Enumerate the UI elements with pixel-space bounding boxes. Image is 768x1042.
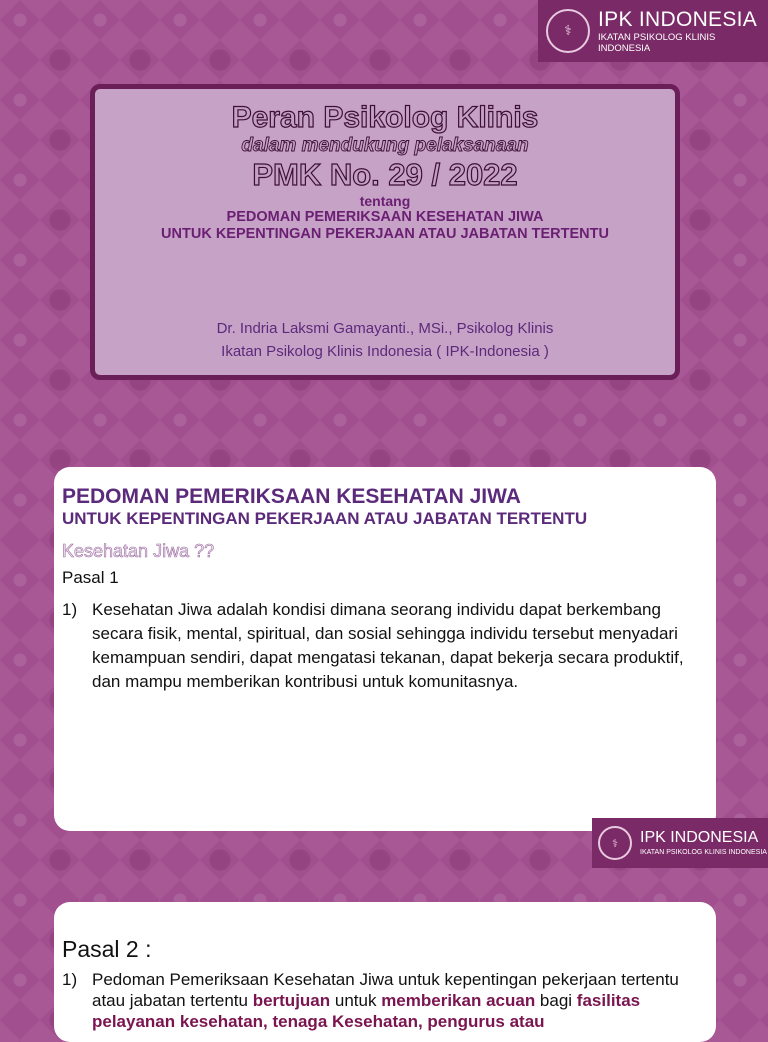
slide-title: Peran Psikolog Klinis bbox=[231, 101, 539, 134]
text-segment: Pedoman Pemeriksaan Kesehatan Jiwa untuk kepentingan pekerjaan tertentu atau jabatan tertentu bbox=[92, 970, 679, 1010]
text-segment: bagi bbox=[535, 991, 577, 1010]
slide-subtitle: dalam mendukung pelaksanaan bbox=[241, 135, 529, 156]
slide2-question: Kesehatan Jiwa ?? bbox=[62, 541, 215, 561]
logo-brand: IPK INDONESIA bbox=[640, 829, 759, 847]
ipk-logo-header bbox=[538, 0, 768, 62]
topic-line-2: UNTUK KEPENTINGAN PEKERJAAN ATAU JABATAN TERTENTU bbox=[161, 226, 609, 242]
text-segment: untuk bbox=[330, 991, 382, 1010]
logo-subtitle: IKATAN PSIKOLOG KLINIS INDONESIA bbox=[598, 32, 716, 54]
list-item-number: 1) bbox=[62, 970, 78, 989]
logo-subtitle: IKATAN PSIKOLOG KLINIS INDONESIA bbox=[640, 848, 767, 856]
highlight-text: fasilitas pelayanan kesehatan, tenaga Kesehatan, pengurus atau bbox=[92, 991, 641, 1031]
author-name: Dr. Indria Laksmi Gamayanti., MSi., Psikolog Klinis bbox=[216, 320, 554, 337]
ipk-seal-icon: ⚕ bbox=[546, 9, 590, 53]
pasal-1-label: Pasal 1 bbox=[62, 568, 119, 587]
slide2-heading-2: UNTUK KEPENTINGAN PEKERJAAN ATAU JABATAN TERTENTU bbox=[62, 509, 588, 528]
about-label: tentang bbox=[359, 193, 411, 209]
pasal-2-label: Pasal 2 : bbox=[62, 936, 152, 962]
title-slide-box bbox=[90, 84, 680, 380]
list-item-number: 1) bbox=[62, 600, 78, 619]
list-item bbox=[62, 969, 708, 1032]
slide2-heading-1: PEDOMAN PEMERIKSAAN KESEHATAN JIWA bbox=[62, 485, 521, 508]
slide-pasal-2 bbox=[54, 902, 716, 1042]
ipk-seal-icon: ⚕ bbox=[598, 826, 632, 860]
slide-kesehatan-jiwa bbox=[54, 467, 716, 831]
topic-line-1: PEDOMAN PEMERIKSAAN KESEHATAN JIWA bbox=[226, 209, 544, 225]
highlight-text: memberikan acuan bbox=[381, 991, 536, 1010]
regulation-title: PMK No. 29 / 2022 bbox=[252, 157, 518, 192]
list-item-text: Kesehatan Jiwa adalah kondisi dimana seorang individu dapat berkembang secara fisik, mental, spiritual, dan sosial sehingga individu tersebut menyadari kemampuan sendiri, dapat mengatasi tekanan, dapat bekerja secara produktif, dan mampu memberikan kontribusi untuk komunitasnya. bbox=[92, 600, 684, 691]
list-item bbox=[62, 598, 708, 694]
author-organization: Ikatan Psikolog Klinis Indonesia ( IPK-Indonesia ) bbox=[221, 343, 549, 360]
highlight-text: bertujuan bbox=[252, 991, 331, 1010]
logo-brand: IPK INDONESIA bbox=[598, 8, 758, 32]
list-item-text bbox=[92, 969, 708, 1032]
ipk-logo-slide bbox=[592, 818, 768, 868]
